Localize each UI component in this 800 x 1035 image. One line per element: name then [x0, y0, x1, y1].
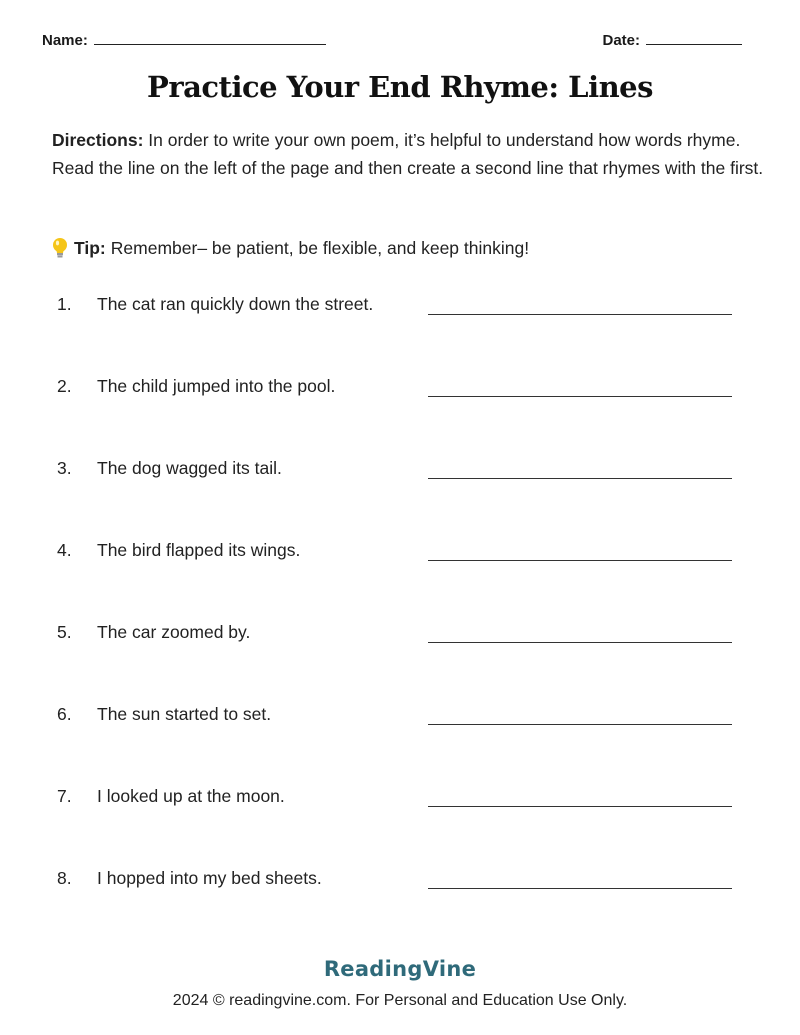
answer-line[interactable]: [428, 314, 732, 315]
lightbulb-icon: [50, 236, 70, 260]
list-item: [0, 294, 800, 324]
item-number: 6.: [57, 704, 72, 724]
item-text: The dog wagged its tail.: [97, 458, 282, 478]
tip-label: Tip:: [74, 237, 106, 258]
list-item: [0, 540, 800, 570]
list-item: [0, 622, 800, 652]
item-text: The bird flapped its wings.: [97, 540, 301, 560]
item-text: The cat ran quickly down the street.: [97, 294, 374, 314]
item-number: 4.: [57, 540, 72, 560]
readingvine-logo[interactable]: ReadingVine: [323, 957, 477, 981]
item-number: 7.: [57, 786, 72, 806]
item-text: The child jumped into the pool.: [97, 376, 336, 396]
answer-line[interactable]: [428, 642, 732, 643]
list-item: [0, 704, 800, 734]
page-title: Practice Your End Rhyme: Lines: [147, 70, 653, 104]
tip-text: Remember– be patient, be flexible, and keep thinking!: [110, 237, 530, 258]
item-number: 2.: [57, 376, 72, 396]
item-number: 3.: [57, 458, 72, 478]
item-text: I looked up at the moon.: [97, 786, 285, 806]
item-text: The car zoomed by.: [97, 622, 251, 642]
answer-line[interactable]: [428, 560, 732, 561]
date-field[interactable]: [602, 30, 742, 49]
answer-line[interactable]: [428, 724, 732, 725]
answer-line[interactable]: [428, 806, 732, 807]
name-label: Name:: [42, 32, 88, 49]
directions: [52, 127, 772, 182]
answer-line[interactable]: [428, 396, 732, 397]
list-item: [0, 458, 800, 488]
item-number: 5.: [57, 622, 72, 642]
name-field[interactable]: [42, 30, 326, 49]
date-blank-line[interactable]: [646, 30, 742, 45]
list-item: [0, 786, 800, 816]
answer-line[interactable]: [428, 888, 732, 889]
item-text: I hopped into my bed sheets.: [97, 868, 322, 888]
item-number: 1.: [57, 294, 72, 314]
directions-text: In order to write your own poem, it’s helpful to understand how words rhyme. Read the line on the left of the page and then create a second line that rhymes with the first.: [52, 130, 764, 178]
directions-label: Directions:: [52, 130, 144, 150]
item-text: The sun started to set.: [97, 704, 272, 724]
tip: [50, 236, 750, 260]
answer-line[interactable]: [428, 478, 732, 479]
copyright-footer: 2024 © readingvine.com. For Personal and Education Use Only.: [172, 992, 628, 1009]
header-row: [42, 30, 742, 54]
list-item: [0, 868, 800, 898]
item-number: 8.: [57, 868, 72, 888]
date-label: Date:: [602, 32, 640, 49]
list-item: [0, 376, 800, 406]
name-blank-line[interactable]: [94, 30, 326, 45]
